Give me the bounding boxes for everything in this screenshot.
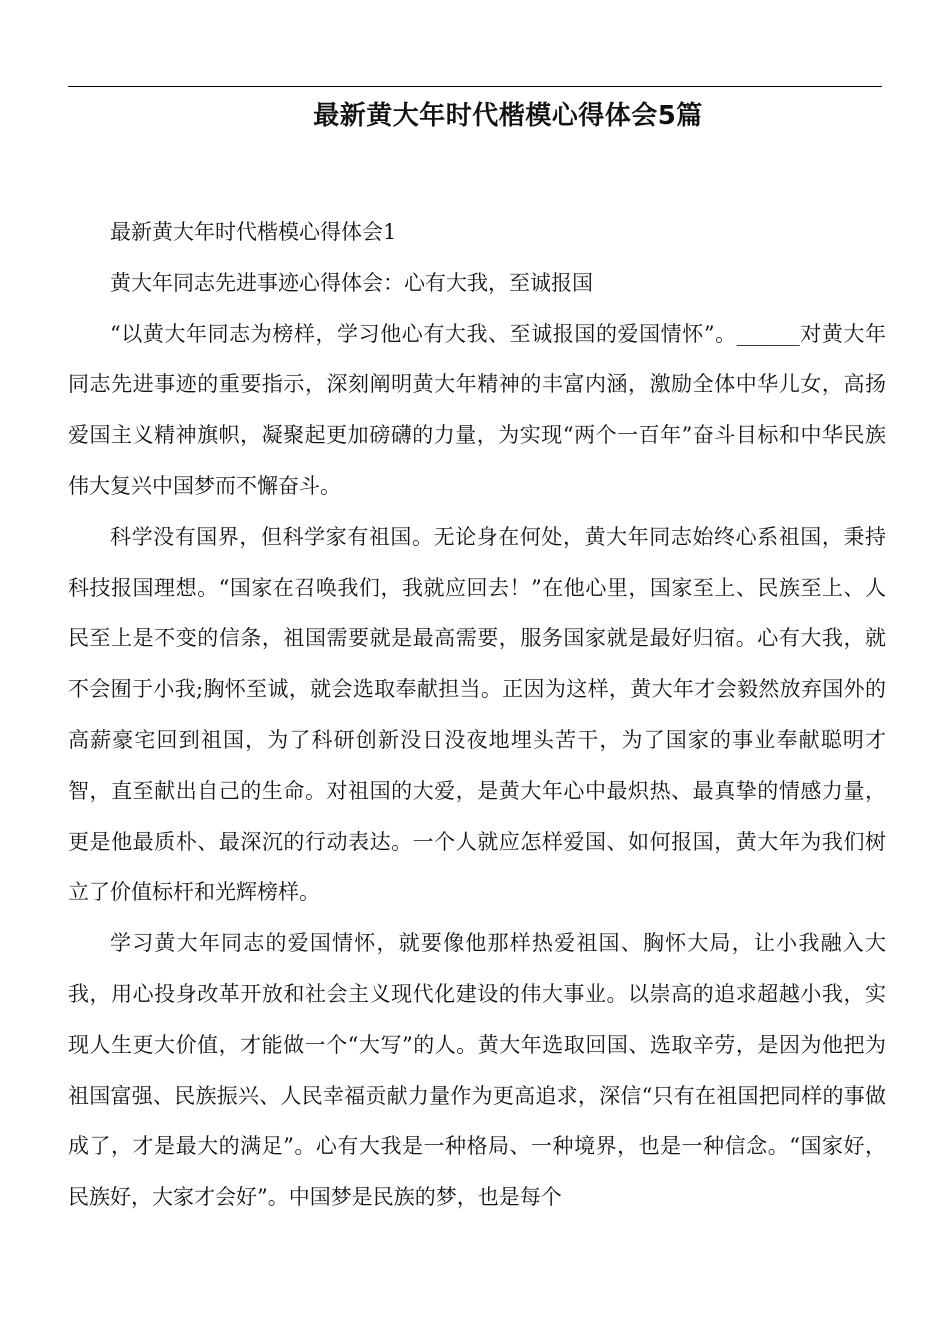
- body-paragraph: “以黄大年同志为榜样，学习他心有大我、至诚报国的爱国情怀”。______对黄大年同志先进事迹的重要指示，深刻阐明黄大年精神的丰富内涵，激励全体中华儿女，高扬爱国主义精神旗帜，凝聚起更加磅礴的力量，为实现“两个一百年”奋斗目标和中华民族伟大复兴中国梦而不懈奋斗。: [68, 321, 886, 498]
- body-paragraph: 学习黄大年同志的爱国情怀，就要像他那样热爱祖国、胸怀大局，让小我融入大我，用心投身改革开放和社会主义现代化建设的伟大事业。以崇高的追求超越小我，实现人生更大价值，才能做一个“大写”的人。黄大年选取回国、选取辛劳，是因为他把为祖国富强、民族振兴、人民幸福贡献力量作为更高追求，深信“只有在祖国把同样的事做成了，才是最大的满足”。心有大我是一种格局、一种境界，也是一种信念。“国家好，民族好，大家才会好”。中国梦是民族的梦，也是每个: [68, 931, 886, 1210]
- document-body: [68, 207, 886, 1223]
- subtitle-paragraph: 黄大年同志先进事迹心得体会：心有大我，至诚报国: [110, 270, 593, 295]
- document-title: 最新黄大年时代楷模心得体会5篇: [313, 101, 703, 131]
- section-heading: 最新黄大年时代楷模心得体会1: [110, 220, 397, 244]
- header-rule: [68, 86, 882, 87]
- body-paragraph: 科学没有国界，但科学家有祖国。无论身在何处，黄大年同志始终心系祖国，秉持科技报国理想。“国家在召唤我们，我就应回去！”在他心里，国家至上、民族至上、人民至上是不变的信条，祖国需要就是最高需要，服务国家就是最好归宿。心有大我，就不会囿于小我;胸怀至诚，就会选取奉献担当。正因为这样，黄大年才会毅然放弃国外的高薪豪宅回到祖国，为了科研创新没日没夜地埋头苦干，为了国家的事业奉献聪明才智，直至献出自己的生命。对祖国的大爱，是黄大年心中最炽热、最真挚的情感力量，更是他最质朴、最深沉的行动表达。一个人就应怎样爱国、如何报国，黄大年为我们树立了价值标杆和光辉榜样。: [68, 524, 886, 905]
